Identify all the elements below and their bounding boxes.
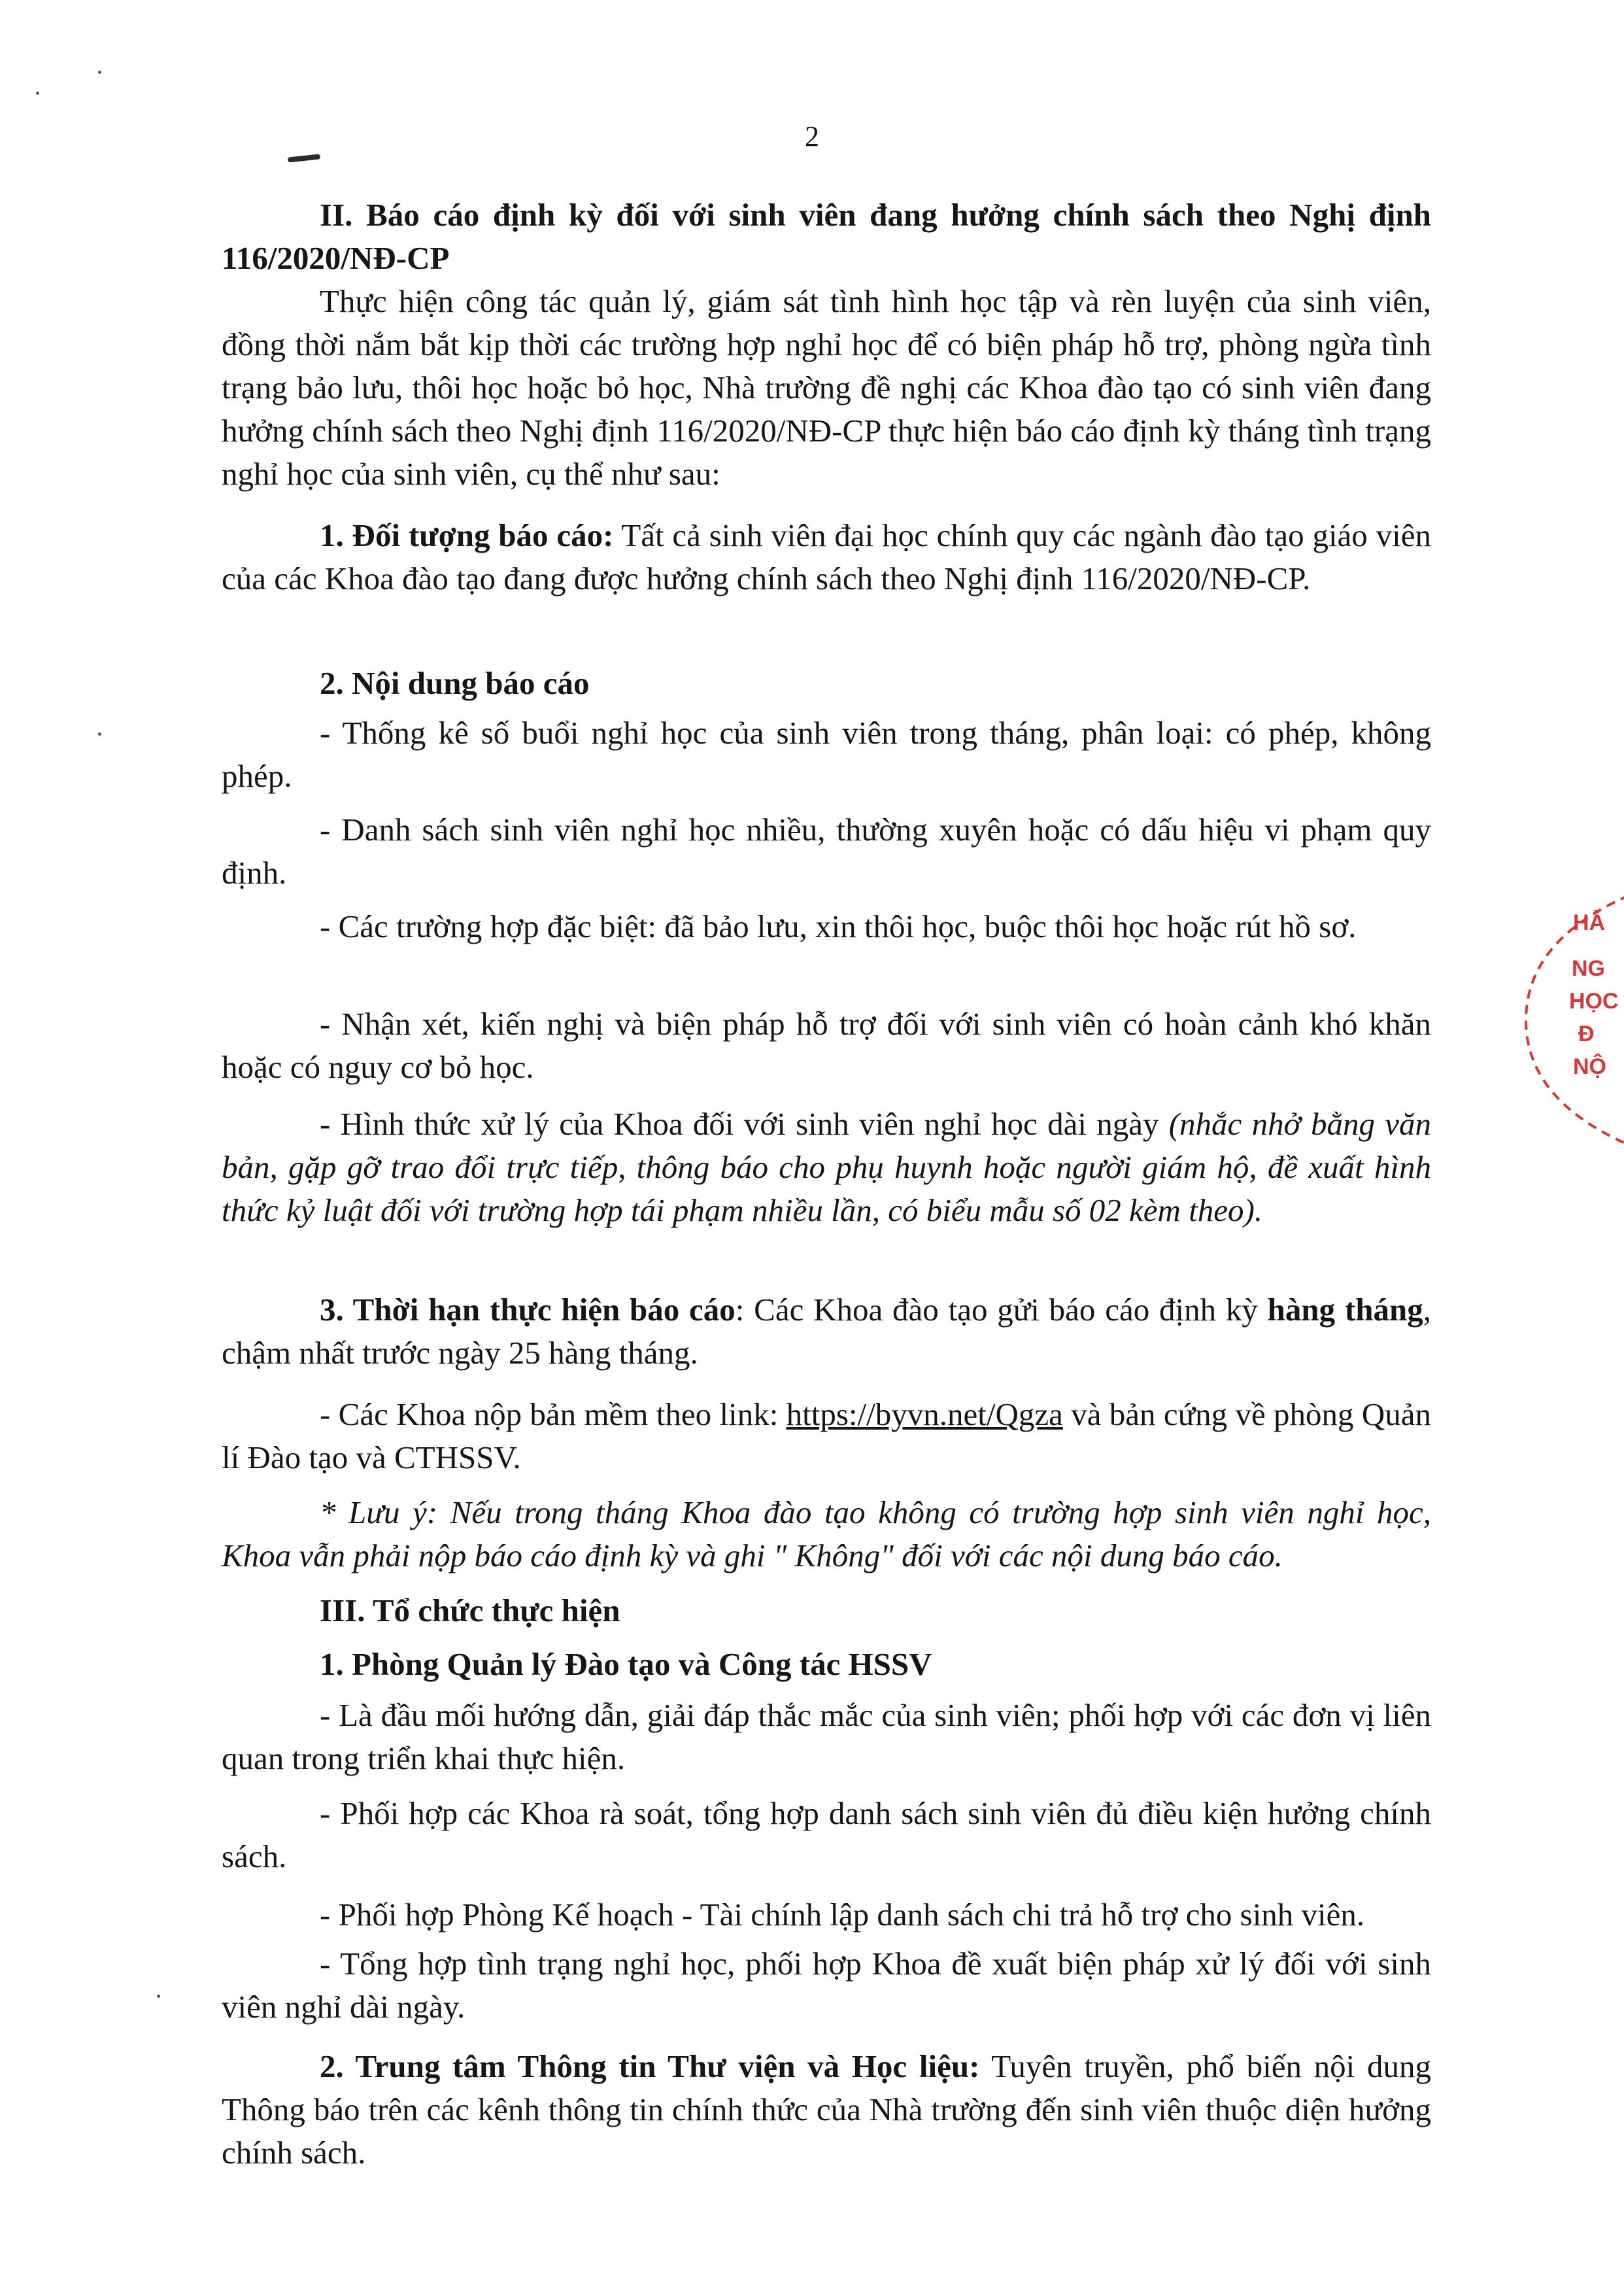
item-3-paragraph: [222, 1288, 1431, 1375]
scan-speck: [157, 1995, 160, 1998]
item-3-frequency: hàng tháng: [1267, 1292, 1423, 1328]
stamp-text-2: NG: [1572, 956, 1605, 981]
section-3-sub-1-title: 1. Phòng Quản lý Đào tạo và Công tác HSSV: [320, 1646, 932, 1682]
section-3-sub-2-text: Tuyên truyền, phổ biến nội dung Thông báo trên các kênh thông tin chính thức của Nhà trường đến sinh viên thuộc diện hưởng chính sách.: [222, 2048, 1431, 2171]
item-2-bullet-5-text: - Hình thức xử lý của Khoa đối với sinh viên nghỉ học dài ngày: [320, 1106, 1169, 1142]
section-3-sub-1-bullet-2: - Phối hợp các Khoa rà soát, tổng hợp danh sách sinh viên đủ điều kiện hưởng chính sách.: [222, 1795, 1431, 1874]
red-stamp-fragment: [1513, 883, 1624, 1158]
submission-text: - Các Khoa nộp bản mềm theo link:: [320, 1396, 787, 1432]
item-3-text: : Các Khoa đào tạo gửi báo cáo định kỳ: [735, 1292, 1268, 1328]
section-3-sub-1-bullet-1: - Là đầu mối hướng dẫn, giải đáp thắc mắc của sinh viên; phối hợp với các đơn vị liên quan trong triển khai thực hiện.: [222, 1697, 1431, 1776]
item-3-deadline: , chậm nhất trước ngày 25 hàng tháng.: [222, 1292, 1431, 1371]
note-paragraph: * Lưu ý: Nếu trong tháng Khoa đào tạo không có trường hợp sinh viên nghỉ học, Khoa vẫn phải nộp báo cáo định kỳ và ghi " Không" đối với các nội dung báo cáo.: [222, 1494, 1431, 1573]
item-2-bullet-5-italic: (nhắc nhở bằng văn bản, gặp gỡ trao đổi trực tiếp, thông báo cho phụ huynh hoặc người giám hộ, đề xuất hình thức kỷ luật đối với trường hợp tái phạm nhiều lần, có biểu mẫu số 02 kèm theo).: [222, 1106, 1432, 1228]
scan-speck: [98, 71, 101, 74]
section-3-sub-2-paragraph: [222, 2045, 1431, 2174]
submission-paragraph: [222, 1393, 1431, 1479]
stamp-ring: [1513, 883, 1624, 1158]
section-3-sub-1-bullet-4: - Tổng hợp tình trạng nghỉ học, phối hợp Khoa đề xuất biện pháp xử lý đối với sinh viên nghỉ dài ngày.: [222, 1946, 1431, 2025]
section-3-title: III. Tổ chức thực hiện: [320, 1592, 620, 1628]
item-2-bullet-1: - Thống kê số buổi nghỉ học của sinh viên trong tháng, phân loại: có phép, không phép.: [222, 715, 1431, 794]
item-2-title: 2. Nội dung báo cáo: [320, 665, 590, 701]
section-2-intro: Thực hiện công tác quản lý, giám sát tình hình học tập và rèn luyện của sinh viên, đồng thời nắm bắt kịp thời các trường hợp nghỉ học để có biện pháp hỗ trợ, phòng ngừa tình trạng bảo lưu, thôi học hoặc bỏ học, Nhà trường đề nghị các Khoa đào tạo có sinh viên đang hưởng chính sách theo Nghị định 116/2020/NĐ-CP thực hiện báo cáo định kỳ tháng tình trạng nghỉ học của sinh viên, cụ thể như sau:: [222, 283, 1431, 492]
page-number: 2: [805, 120, 819, 152]
item-2-bullet-5: [222, 1103, 1431, 1232]
stamp-text-3: HỌC: [1569, 989, 1619, 1014]
stamp-text-4: Đ: [1578, 1022, 1595, 1046]
section-3-sub-2-label: 2. Trung tâm Thông tin Thư viện và Học liệu:: [320, 2048, 980, 2084]
submission-link[interactable]: https://byvn.net/Qgza: [786, 1396, 1063, 1432]
stamp-text-1: HÀ: [1573, 910, 1606, 935]
submission-text-2: và bản cứng về phòng Quản lí Đào tạo và CTHSSV.: [222, 1396, 1432, 1475]
section-3-sub-1-bullet-3: - Phối hợp Phòng Kế hoạch - Tài chính lập danh sách chi trả hỗ trợ cho sinh viên.: [320, 1897, 1365, 1933]
item-1-paragraph: [222, 514, 1431, 600]
item-1-label: 1. Đối tượng báo cáo:: [320, 517, 614, 553]
item-2-bullet-2: - Danh sách sinh viên nghỉ học nhiều, thường xuyên hoặc có dấu hiệu vi phạm quy định.: [222, 812, 1431, 891]
item-1-text: Tất cả sinh viên đại học chính quy các ngành đào tạo giáo viên của các Khoa đào tạo đang được hưởng chính sách theo Nghị định 116/2020/NĐ-CP.: [222, 517, 1431, 596]
scan-mark: [288, 154, 321, 162]
scan-speck: [36, 92, 39, 95]
scan-speck: [98, 732, 101, 736]
item-2-bullet-4: - Nhận xét, kiến nghị và biện pháp hỗ trợ đối với sinh viên có hoàn cảnh khó khăn hoặc có nguy cơ bỏ học.: [222, 1006, 1431, 1085]
item-2-bullet-3: - Các trường hợp đặc biệt: đã bảo lưu, xin thôi học, buộc thôi học hoặc rút hồ sơ.: [320, 908, 1357, 944]
item-3-label: 3. Thời hạn thực hiện báo cáo: [320, 1292, 736, 1328]
section-2-title: II. Báo cáo định kỳ đối với sinh viên đang hưởng chính sách theo Nghị định 116/2020/NĐ-CP: [222, 197, 1431, 276]
stamp-text-5: NỘ: [1573, 1054, 1606, 1079]
